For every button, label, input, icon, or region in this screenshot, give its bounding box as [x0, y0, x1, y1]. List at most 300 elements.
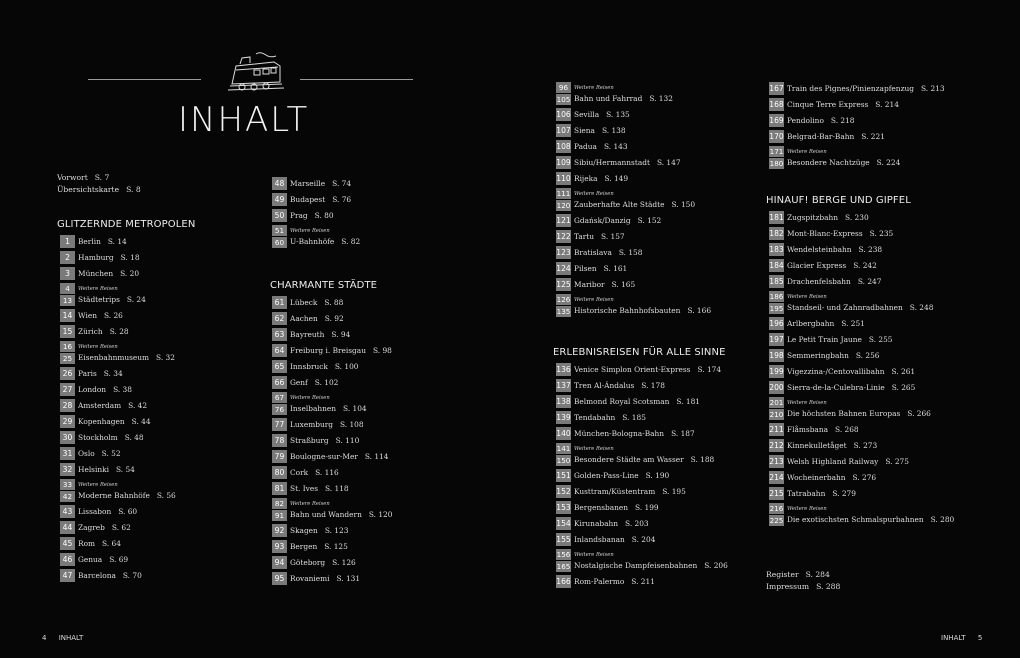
toc-entry-group: [556, 549, 728, 572]
toc-entry: [272, 572, 392, 585]
toc-entry: [272, 296, 392, 309]
further-travels-note: Weitere Reisen: [574, 296, 614, 303]
toc-entry-title: [290, 298, 343, 307]
toc-entry-name: Golden-Pass-Line: [574, 471, 639, 480]
toc-entry-title: [787, 457, 909, 466]
toc-entry-title: [574, 487, 686, 496]
toc-entry-name: Bayreuth: [290, 330, 325, 339]
toc-entry-text: [78, 342, 175, 364]
chapter-number-range: [272, 498, 287, 521]
chapter-number-end: 76: [272, 404, 287, 415]
toc-entry-name: Rom: [78, 539, 96, 548]
toc-entry-title: [787, 213, 869, 222]
chapter-number: 44: [60, 521, 75, 534]
chapter-number-range: [769, 146, 784, 169]
further-travels-note: Weitere Reisen: [290, 394, 330, 401]
toc-entry-page: S. 56: [156, 490, 176, 500]
toc-entry-page: S. 256: [855, 351, 880, 360]
chapter-number: 215: [769, 489, 784, 498]
chapter-number-end: 42: [60, 491, 75, 502]
toc-entry-page: S. 174: [697, 365, 722, 374]
chapter-number: 198: [769, 351, 784, 360]
toc-entry-page: S. 64: [102, 539, 121, 548]
toc-entry-page: S. 235: [869, 229, 894, 238]
toc-entry-title: [290, 362, 358, 371]
toc-entry-name: Maribor: [574, 280, 605, 289]
toc-entry-group: [769, 503, 954, 526]
toc-entry-group: [556, 82, 711, 105]
chapter-number-end: 91: [272, 510, 287, 521]
chapter-number: 28: [60, 399, 75, 412]
toc-entry-name: Bahn und Wandern: [290, 509, 362, 519]
toc-entry: [272, 434, 392, 447]
toc-entry-name: Rom-Palermo: [574, 577, 625, 586]
chapter-number: 166: [556, 577, 571, 586]
toc-entry-title: [290, 542, 348, 551]
toc-entry: [556, 172, 711, 185]
toc-entry-text: [574, 83, 673, 105]
toc-entry-text: [290, 499, 392, 521]
front-item: [57, 172, 141, 184]
toc-entry-text: [574, 189, 695, 211]
toc-entry-name: Freiburg i. Breisgau: [290, 346, 366, 355]
toc-entry-page: S. 48: [124, 433, 144, 442]
chapter-number-start: 33: [60, 479, 75, 490]
toc-entry-name: Luxemburg: [290, 420, 333, 429]
front-item-page: S. 7: [94, 173, 110, 182]
toc-entry-title: [78, 465, 135, 474]
page-number-left: 4: [42, 634, 47, 642]
toc-entry-page: S. 74: [332, 179, 352, 188]
toc-entry-name: Padua: [574, 142, 597, 151]
toc-entry-title: [574, 232, 625, 241]
toc-entry-group: [272, 498, 392, 521]
toc-entry-name: Flåmsbana: [787, 425, 829, 434]
toc-entry-name: Innsbruck: [290, 362, 328, 371]
chapter-number-start: 82: [272, 498, 287, 509]
toc-entry-group: [556, 443, 728, 466]
chapter-number-end: 210: [769, 410, 784, 419]
toc-entry-page: S. 125: [324, 542, 348, 551]
toc-entry-title: [787, 302, 933, 314]
toc-entry: [60, 505, 176, 518]
chapter-number: 168: [769, 100, 784, 109]
toc-entry-page: S. 203: [625, 519, 649, 528]
toc-entry-title: [574, 471, 669, 480]
toc-entry-title: [78, 269, 139, 278]
toc-entry-name: München: [78, 269, 114, 278]
toc-entry-name: Besondere Städte am Wasser: [574, 454, 684, 464]
toc-entry-name: Venice Simplon Orient-Express: [574, 365, 691, 374]
toc-entry: [556, 517, 728, 530]
title-rule-right: [300, 79, 413, 80]
further-travels-note: Weitere Reisen: [78, 285, 118, 292]
chapter-number: 139: [556, 413, 571, 422]
toc-entry-name: Wocheinerbahn: [787, 473, 846, 482]
toc-entry-group: [556, 294, 711, 317]
toc-entry: [556, 533, 728, 546]
toc-entry: [60, 235, 176, 248]
further-travels-note: Weitere Reisen: [290, 500, 330, 507]
toc-entry-title: [78, 539, 121, 548]
toc-entry-page: S. 166: [687, 305, 712, 315]
toc-entry-name: Oslo: [78, 449, 95, 458]
chapter-number: 122: [556, 232, 571, 241]
toc-entry-title: [78, 417, 151, 426]
toc-column-4b: [769, 211, 954, 529]
toc-entry-title: [574, 429, 695, 438]
back-item-label: Register: [766, 570, 799, 579]
further-travels-note: Weitere Reisen: [78, 343, 118, 350]
toc-entry-page: S. 62: [111, 523, 131, 532]
footer-label-right: INHALT: [941, 634, 966, 642]
toc-entry-text: [574, 550, 728, 572]
toc-entry-group: [272, 225, 360, 248]
chapter-number: 77: [272, 418, 287, 431]
toc-entry-page: S. 69: [109, 555, 129, 564]
chapter-number: 27: [60, 383, 75, 396]
toc-entry-title: [290, 574, 360, 583]
toc-entry-group: [556, 188, 711, 211]
toc-entry-title: [78, 523, 131, 532]
chapter-number: 3: [60, 267, 75, 280]
toc-entry-title: [787, 489, 856, 498]
toc-entry-title: [574, 110, 630, 119]
toc-entry: [556, 140, 711, 153]
toc-entry-title: [78, 507, 137, 516]
further-travels-note: Weitere Reisen: [787, 293, 827, 300]
toc-entry-title: [574, 93, 673, 105]
chapter-number: 136: [556, 365, 571, 374]
toc-entry-title: [787, 367, 915, 376]
toc-entry: [769, 130, 945, 143]
chapter-number-start: 51: [272, 225, 287, 236]
toc-entry-page: S. 44: [131, 417, 151, 426]
chapter-number-range: [556, 443, 571, 466]
chapter-number: 2: [60, 251, 75, 264]
chapter-number: 30: [60, 431, 75, 444]
chapter-number: 26: [60, 367, 75, 380]
toc-entry-title: [574, 560, 728, 572]
toc-entry-page: S. 114: [364, 452, 389, 461]
toc-entry-name: Kinnekulletåget: [787, 441, 847, 450]
toc-entry-page: S. 187: [671, 429, 695, 438]
toc-entry-title: [574, 519, 649, 528]
toc-entry-page: S. 280: [930, 514, 955, 524]
toc-entry-name: Marseille: [290, 179, 326, 188]
toc-entry-page: S. 52: [101, 449, 121, 458]
toc-entry-name: Stockholm: [78, 433, 118, 442]
toc-entry-name: Bratislava: [574, 248, 612, 257]
chapter-number-range: [769, 397, 784, 420]
toc-entry-name: Kusttram/Küstentram: [574, 487, 656, 496]
toc-entry-page: S. 28: [109, 327, 129, 336]
toc-entry-title: [78, 571, 142, 580]
toc-entry-page: S. 14: [107, 237, 127, 246]
chapter-number: 50: [272, 209, 287, 222]
toc-entry: [60, 309, 176, 322]
train-icon: [226, 52, 286, 94]
front-item-label: Vorwort: [57, 173, 88, 182]
chapter-number: 43: [60, 505, 75, 518]
toc-entry-name: Moderne Bahnhöfe: [78, 490, 150, 500]
toc-entry-title: [787, 157, 900, 169]
toc-entry: [556, 363, 728, 376]
toc-entry-name: Zürich: [78, 327, 103, 336]
toc-entry-page: S. 268: [835, 425, 859, 434]
toc-entry-title: [574, 280, 635, 289]
toc-entry-name: Helsinki: [78, 465, 109, 474]
toc-entry: [556, 230, 711, 243]
toc-entry-name: Rovaniemi: [290, 574, 330, 583]
chapter-number: 29: [60, 415, 75, 428]
further-travels-note: Weitere Reisen: [787, 399, 827, 406]
toc-entry-page: S. 238: [858, 245, 883, 254]
toc-entry-title: [787, 335, 893, 344]
toc-entry-name: Zagreb: [78, 523, 105, 532]
toc-entry-page: S. 188: [690, 454, 715, 464]
chapter-number: 155: [556, 535, 571, 544]
toc-entry-name: Göteborg: [290, 558, 326, 567]
chapter-number: 184: [769, 261, 784, 270]
chapter-number: 197: [769, 335, 784, 344]
chapter-number-start: 96: [556, 82, 571, 93]
toc-entry-name: Arlbergbahn: [787, 319, 835, 328]
toc-entry-name: Pilsen: [574, 264, 597, 273]
toc-entry-page: S. 190: [645, 471, 670, 480]
toc-entry-page: S. 120: [368, 509, 393, 519]
toc-entry-title: [787, 473, 876, 482]
toc-entry-group: [60, 283, 176, 306]
chapter-number-start: 201: [769, 398, 784, 407]
toc-entry-name: Barcelona: [78, 571, 116, 580]
toc-entry-title: [78, 352, 175, 364]
toc-entry-title: [787, 319, 865, 328]
toc-entry-text: [787, 147, 900, 169]
toc-entry-title: [574, 535, 655, 544]
chapter-number: 108: [556, 142, 571, 151]
toc-entry-page: S. 213: [920, 84, 945, 93]
toc-entry-page: S. 265: [891, 383, 916, 392]
toc-entry-title: [290, 179, 351, 188]
toc-entry-name: Paris: [78, 369, 97, 378]
toc-entry: [60, 553, 176, 566]
toc-entry-name: Berlin: [78, 237, 101, 246]
back-matter: [766, 569, 840, 593]
toc-entry-page: S. 185: [622, 413, 646, 422]
toc-entry-text: [787, 398, 931, 420]
toc-entry-title: [574, 248, 642, 257]
toc-entry-name: Städtetrips: [78, 294, 120, 304]
toc-entry-name: Semmeringbahn: [787, 351, 849, 360]
toc-entry: [556, 379, 728, 392]
front-item-label: Übersichtskarte: [57, 185, 120, 194]
toc-entry-name: Skagen: [290, 526, 318, 535]
chapter-number: 48: [272, 177, 287, 190]
toc-entry: [556, 395, 728, 408]
chapter-number-start: 156: [556, 550, 571, 559]
toc-entry-name: Bergen: [290, 542, 318, 551]
back-item-page: S. 288: [816, 582, 841, 591]
toc-entry: [272, 524, 392, 537]
toc-entry-page: S. 88: [324, 298, 344, 307]
chapter-number: 47: [60, 569, 75, 582]
toc-entry-name: Hamburg: [78, 253, 114, 262]
back-item: [766, 581, 840, 593]
toc-entry-title: [574, 365, 721, 374]
chapter-number-start: 216: [769, 504, 784, 513]
toc-entry-page: S. 110: [335, 436, 360, 445]
toc-entry-name: Budapest: [290, 195, 326, 204]
chapter-number: 63: [272, 328, 287, 341]
chapter-number: 94: [272, 556, 287, 569]
toc-entry-name: Standseil- und Zahnradbahnen: [787, 302, 903, 312]
chapter-number: 121: [556, 216, 571, 225]
toc-entry-name: Mont-Blanc-Express: [787, 229, 863, 238]
toc-entry-name: Straßburg: [290, 436, 329, 445]
toc-entry-name: London: [78, 385, 107, 394]
toc-entry: [272, 556, 392, 569]
chapter-number-start: 141: [556, 444, 571, 453]
toc-entry: [556, 108, 711, 121]
chapter-number: 214: [769, 473, 784, 482]
toc-entry-title: [574, 454, 714, 466]
chapter-number: 61: [272, 296, 287, 309]
chapter-number-end: 150: [556, 456, 571, 465]
chapter-number: 169: [769, 116, 784, 125]
toc-entry-page: S. 165: [611, 280, 636, 289]
front-item-page: S. 8: [126, 185, 141, 194]
further-travels-note: Weitere Reisen: [574, 190, 614, 197]
toc-entry-name: Prag: [290, 211, 308, 220]
chapter-number: 185: [769, 277, 784, 286]
toc-column-2a: [272, 177, 360, 251]
toc-entry-name: Lübeck: [290, 298, 318, 307]
toc-entry-title: [787, 277, 881, 286]
toc-entry-title: [78, 369, 123, 378]
toc-entry-name: Nostalgische Dampfeisenbahnen: [574, 560, 698, 570]
toc-entry: [60, 325, 176, 338]
toc-entry-page: S. 261: [891, 367, 916, 376]
toc-entry-page: S. 211: [631, 577, 655, 586]
toc-entry: [769, 455, 954, 468]
chapter-number: 137: [556, 381, 571, 390]
chapter-number-range: [769, 291, 784, 314]
toc-entry: [769, 381, 954, 394]
chapter-number: 170: [769, 132, 784, 141]
toc-entry: [60, 367, 176, 380]
toc-entry-title: [787, 245, 882, 254]
toc-entry-title: [787, 514, 954, 526]
toc-entry-title: [787, 229, 893, 238]
toc-entry: [769, 211, 954, 224]
toc-entry-title: [290, 452, 388, 461]
toc-entry-page: S. 149: [604, 174, 629, 183]
toc-entry-page: S. 224: [876, 157, 901, 167]
toc-entry-name: Inlandsbanan: [574, 535, 625, 544]
toc-entry: [60, 383, 176, 396]
chapter-number: 138: [556, 397, 571, 406]
chapter-number: 15: [60, 325, 75, 338]
toc-entry-title: [574, 397, 700, 406]
toc-entry-name: Aachen: [290, 314, 318, 323]
toc-entry: [60, 267, 176, 280]
toc-entry-page: S. 157: [601, 232, 625, 241]
toc-entry: [769, 349, 954, 362]
toc-entry-name: Sierra-de-la-Culebra-Linie: [787, 383, 885, 392]
toc-entry-title: [574, 381, 665, 390]
toc-entry-page: S. 181: [676, 397, 700, 406]
toc-entry-text: [290, 226, 360, 248]
toc-entry-title: [290, 211, 334, 220]
toc-entry-page: S. 20: [120, 269, 140, 278]
toc-entry-name: Inselbahnen: [290, 403, 337, 413]
toc-entry-text: [574, 444, 714, 466]
toc-entry-title: [78, 385, 132, 394]
toc-entry-name: Bergensbanen: [574, 503, 629, 512]
chapter-number: 154: [556, 519, 571, 528]
chapter-number: 124: [556, 264, 571, 273]
toc-entry-title: [290, 330, 350, 339]
toc-entry-title: [290, 314, 344, 323]
chapter-number: 80: [272, 466, 287, 479]
toc-entry-name: Le Petit Train Jaune: [787, 335, 862, 344]
toc-entry-name: Sevilla: [574, 110, 600, 119]
section-heading-charmante: CHARMANTE STÄDTE: [270, 280, 378, 291]
chapter-number-start: 111: [556, 189, 571, 198]
toc-entry-title: [787, 441, 877, 450]
toc-entry-page: S. 255: [868, 335, 893, 344]
toc-entry-name: Kopenhagen: [78, 417, 125, 426]
chapter-number-start: 171: [769, 147, 784, 156]
toc-entry-page: S. 195: [662, 487, 686, 496]
toc-entry-title: [290, 420, 364, 429]
toc-entry-page: S. 116: [315, 468, 339, 477]
back-item: [766, 569, 840, 581]
chapter-number: 151: [556, 471, 571, 480]
toc-entry: [272, 209, 360, 222]
toc-entry: [769, 423, 954, 436]
toc-entry-title: [574, 577, 655, 586]
toc-entry-group: [60, 479, 176, 502]
chapter-number: 123: [556, 248, 571, 257]
chapter-number: 212: [769, 441, 784, 450]
toc-entry: [272, 328, 392, 341]
toc-entry: [769, 439, 954, 452]
toc-entry-text: [78, 284, 146, 306]
toc-entry-page: S. 218: [830, 116, 855, 125]
toc-entry-page: S. 206: [704, 560, 728, 570]
toc-entry-page: S. 178: [641, 381, 665, 390]
toc-entry-title: [78, 294, 146, 306]
chapter-number: 167: [769, 84, 784, 93]
toc-entry: [769, 317, 954, 330]
chapter-number: 110: [556, 174, 571, 183]
toc-entry-title: [78, 311, 123, 320]
toc-entry-page: S. 204: [631, 535, 656, 544]
toc-entry-title: [78, 490, 176, 502]
toc-entry: [272, 312, 392, 325]
toc-entry-title: [290, 558, 356, 567]
toc-entry-title: [290, 236, 360, 248]
section-heading-berge: HINAUF! BERGE UND GIPFEL: [766, 195, 911, 206]
toc-entry-page: S. 273: [853, 441, 878, 450]
chapter-number: 45: [60, 537, 75, 550]
toc-entry: [272, 482, 392, 495]
toc-entry-page: S. 266: [907, 408, 931, 418]
toc-entry-page: S. 100: [334, 362, 359, 371]
toc-entry: [60, 537, 176, 550]
